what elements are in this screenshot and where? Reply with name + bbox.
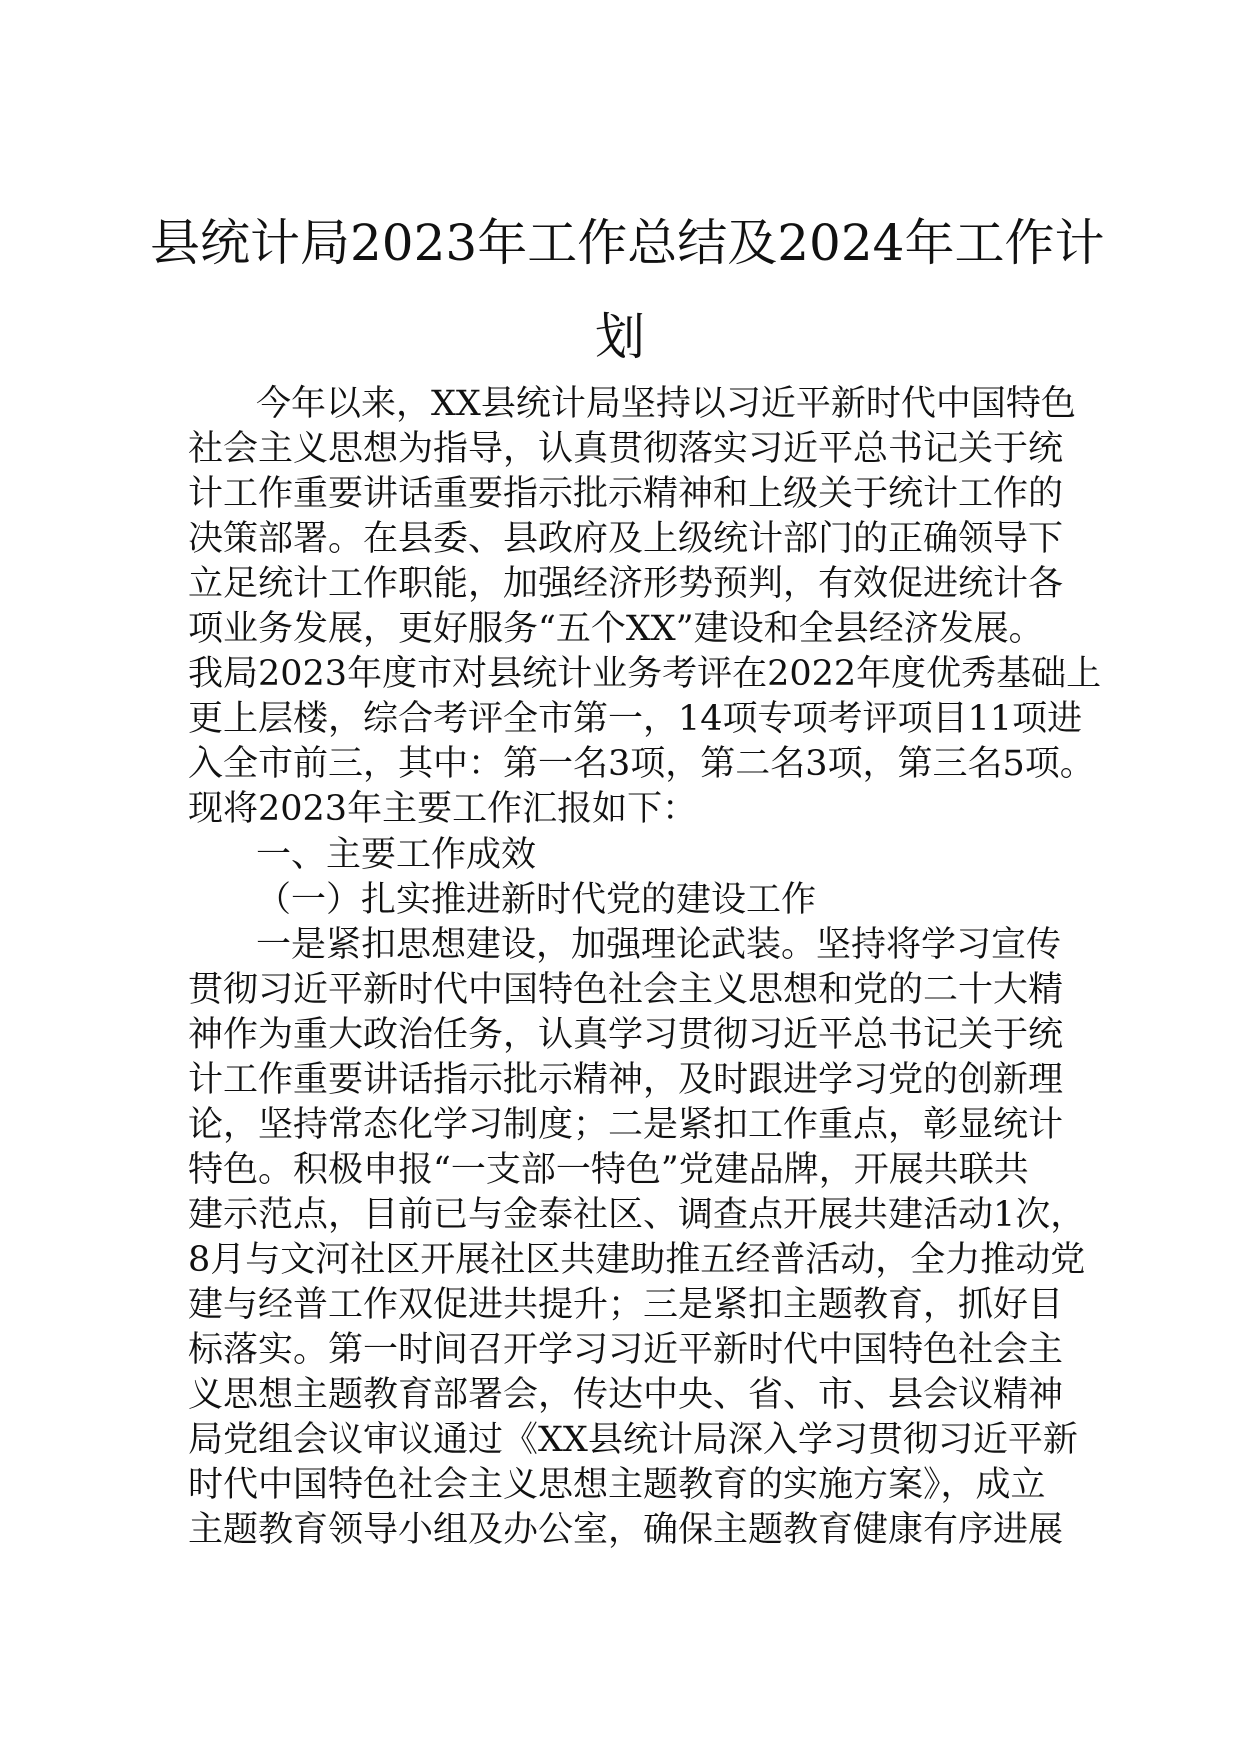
paragraph-line: 8月与文河社区开展社区共建助推五经普活动，全力推动党 [188, 1240, 1086, 1280]
paragraph-line: 决策部署。在县委、县政府及上级统计部门的正确领导下 [188, 519, 1064, 559]
paragraph-line: 社会主义思想为指导，认真贯彻落实习近平总书记关于统 [188, 429, 1064, 469]
paragraph-line: 神作为重大政治任务，认真学习贯彻习近平总书记关于统 [188, 1015, 1064, 1055]
paragraph-line: 义思想主题教育部署会，传达中央、省、市、县会议精神 [188, 1375, 1064, 1415]
paragraph-line: 一是紧扣思想建设，加强理论武装。坚持将学习宣传 [256, 925, 1062, 965]
paragraph-line: 论，坚持常态化学习制度；二是紧扣工作重点，彰显统计 [188, 1105, 1064, 1145]
paragraph-line: 主题教育领导小组及办公室，确保主题教育健康有序进展 [188, 1510, 1064, 1550]
paragraph-line: 入全市前三，其中：第一名3项，第二名3项，第三名5项。 [188, 744, 1095, 784]
paragraph-line: 更上层楼，综合考评全市第一，14项专项考评项目11项进 [188, 699, 1083, 739]
paragraph-line: 贯彻习近平新时代中国特色社会主义思想和党的二十大精 [188, 970, 1064, 1010]
paragraph-line: 特色。积极申报“一支部一特色”党建品牌，开展共联共 [188, 1150, 1029, 1190]
section-heading: 一、主要工作成效 [256, 835, 537, 875]
paragraph-line: 我局2023年度市对县统计业务考评在2022年度优秀基础上 [188, 654, 1102, 694]
paragraph-line: 标落实。第一时间召开学习习近平新时代中国特色社会主 [188, 1330, 1064, 1370]
paragraph-line: 局党组会议审议通过《XX县统计局深入学习贯彻习近平新 [188, 1420, 1078, 1460]
document-title-line-1: 县统计局2023年工作总结及2024年工作计 [150, 214, 1105, 272]
paragraph-line: 计工作重要讲话重要指示批示精神和上级关于统计工作的 [188, 474, 1064, 514]
paragraph-line: 项业务发展，更好服务“五个XX”建设和全县经济发展。 [188, 609, 1044, 649]
paragraph-line: 今年以来，XX县统计局坚持以习近平新时代中国特色 [256, 384, 1076, 424]
paragraph-line: 计工作重要讲话指示批示精神，及时跟进学习党的创新理 [188, 1060, 1064, 1100]
paragraph-line: 现将2023年主要工作汇报如下： [188, 789, 698, 829]
document-title-line-2: 划 [595, 308, 645, 366]
subsection-heading: （一）扎实推进新时代党的建设工作 [256, 880, 817, 920]
paragraph-line: 建示范点，目前已与金泰社区、调查点开展共建活动1次， [188, 1195, 1086, 1235]
paragraph-line: 立足统计工作职能，加强经济形势预判，有效促进统计各 [188, 564, 1064, 604]
paragraph-line: 时代中国特色社会主义思想主题教育的实施方案》，成立 [188, 1465, 1046, 1505]
paragraph-line: 建与经普工作双促进共提升；三是紧扣主题教育，抓好目 [188, 1285, 1064, 1325]
